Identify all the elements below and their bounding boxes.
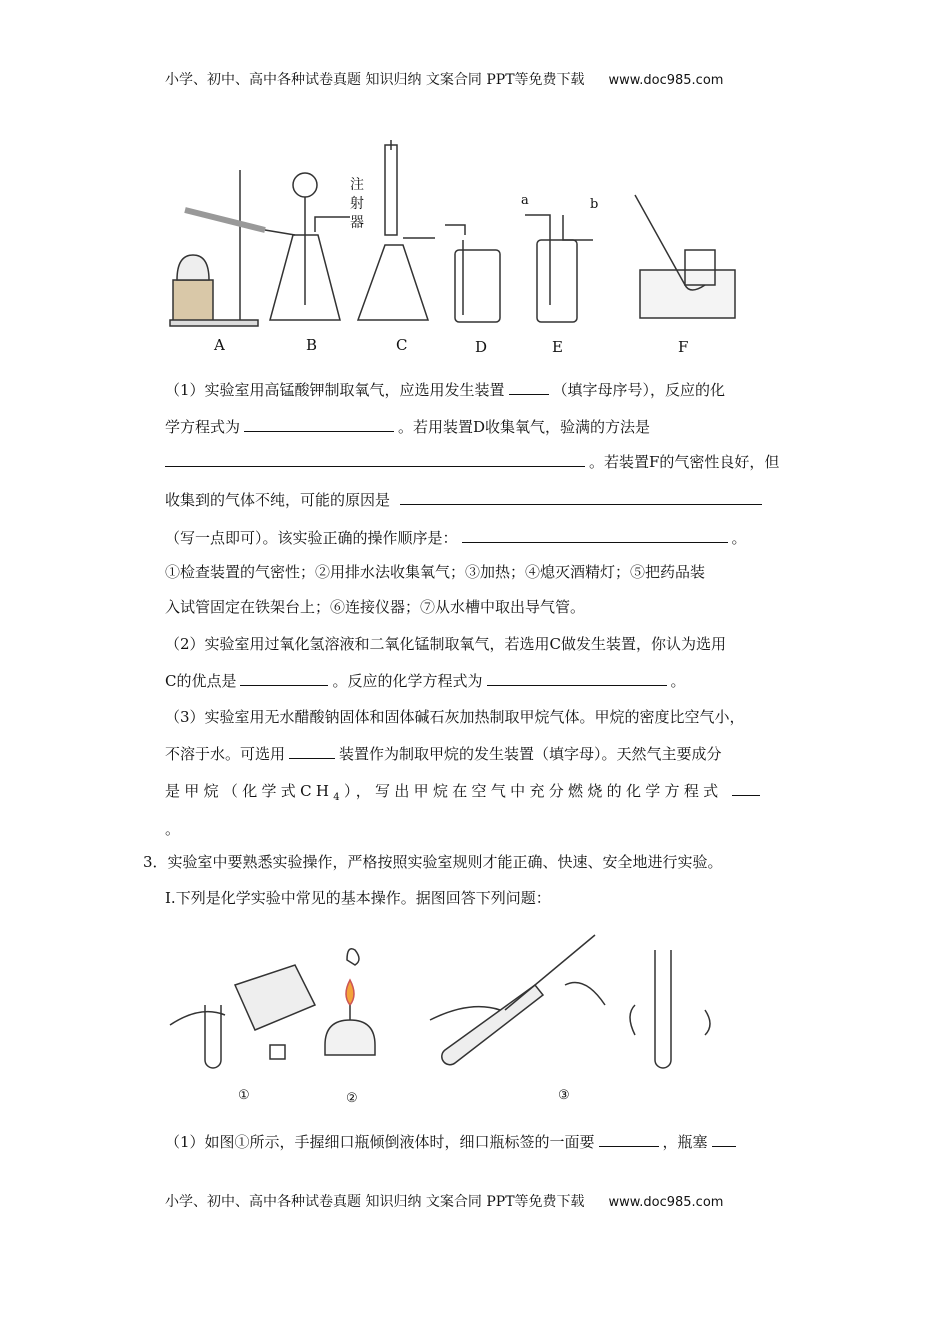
label-f: F <box>678 338 689 356</box>
answer-blank[interactable] <box>240 671 328 686</box>
answer-blank[interactable] <box>487 671 667 686</box>
apparatus-d <box>445 225 500 322</box>
apparatus-a <box>170 170 295 326</box>
answer-blank[interactable] <box>599 1132 659 1147</box>
q1-line3: 。若装置F的气密性良好，但 <box>165 452 779 472</box>
q1-line7: 入试管固定在铁架台上；⑥连接仪器；⑦从水槽中取出导气管。 <box>165 598 586 616</box>
header-url[interactable]: www.doc985.com <box>608 73 724 88</box>
q3-line4: 。 <box>165 820 181 838</box>
syringe-label: 注射器 <box>350 177 364 231</box>
shaking-testtube-illustration <box>630 950 710 1068</box>
alcohol-lamp-illustration <box>325 949 375 1055</box>
problem3-sub: I.下列是化学实验中常见的基本操作。据图回答下列问题： <box>165 889 551 907</box>
footer-text: 小学、初中、高中各种试卷真题 知识归纳 文案合同 PPT等免费下载 <box>165 1194 585 1210</box>
q1-line4: 收集到的气体不纯，可能的原因是 <box>165 490 766 510</box>
apparatus-c <box>358 140 435 320</box>
label-e: E <box>552 338 563 356</box>
label-a: A <box>214 336 225 354</box>
answer-blank[interactable] <box>462 528 728 543</box>
q1-line2: 学方程式为 。若用装置D收集氧气，验满的方法是 <box>165 418 651 436</box>
apparatus-e <box>525 215 593 322</box>
page-header <box>165 69 723 89</box>
apparatus-figure <box>165 140 765 340</box>
p3-q1-line: （1）如图①所示，手握细口瓶倾倒液体时，细口瓶标签的一面要 ，瓶塞 <box>165 1132 736 1152</box>
footer-url[interactable]: www.doc985.com <box>608 1195 724 1210</box>
q3-line1: （3）实验室用无水醋酸钠固体和固体碱石灰加热制取甲烷气体。甲烷的密度比空气小， <box>165 708 745 726</box>
label-c: C <box>396 336 408 354</box>
q2-line1: （2）实验室用过氧化氢溶液和二氧化锰制取氧气，若选用C做发生装置，你认为选用 <box>165 635 727 653</box>
header-text: 小学、初中、高中各种试卷真题 知识归纳 文案合同 PPT等免费下载 <box>165 72 585 88</box>
answer-blank[interactable] <box>165 452 585 467</box>
answer-blank[interactable] <box>400 490 762 505</box>
apparatus-b <box>270 173 350 320</box>
q1-line1: （1）实验室用高锰酸钾制取氧气，应选用发生装置 （填字母序号），反应的化 <box>165 381 726 399</box>
label-b: B <box>306 336 318 354</box>
figure2-label-2: ② <box>346 1091 358 1106</box>
apparatus-f <box>635 195 735 318</box>
testtube-powder-illustration <box>430 935 605 1065</box>
page-footer <box>165 1191 723 1211</box>
answer-blank[interactable] <box>732 781 760 796</box>
port-b-label: b <box>590 197 599 212</box>
port-a-label: a <box>521 193 529 208</box>
answer-blank[interactable] <box>509 380 549 395</box>
operations-figure <box>165 925 735 1085</box>
q1-line5: （写一点即可）。该实验正确的操作顺序是： 。 <box>165 529 747 547</box>
q2-line2: C的优点是 。反应的化学方程式为 。 <box>165 672 686 690</box>
label-d: D <box>475 338 488 356</box>
figure2-label-3: ③ <box>558 1088 570 1103</box>
figure2-label-1: ① <box>238 1088 250 1103</box>
q1-line6: ①检查装置的气密性；②用排水法收集氧气；③加热；④熄灭酒精灯；⑤把药品装 <box>165 563 706 581</box>
q3-line3: 是甲烷（化学式$CH_4$），写出甲烷在空气中充分燃烧的化学方程式 <box>165 781 764 808</box>
problem3-title: 3．实验室中要熟悉实验操作，严格按照实验室规则才能正确、快速、安全地进行实验。 <box>143 853 723 871</box>
answer-blank[interactable] <box>244 417 394 432</box>
q3-line2: 不溶于水。可选用 装置作为制取甲烷的发生装置（填字母）。天然气主要成分 <box>165 745 722 763</box>
answer-blank[interactable] <box>289 744 335 759</box>
pouring-liquid-illustration <box>170 965 315 1068</box>
answer-blank[interactable] <box>712 1132 736 1147</box>
